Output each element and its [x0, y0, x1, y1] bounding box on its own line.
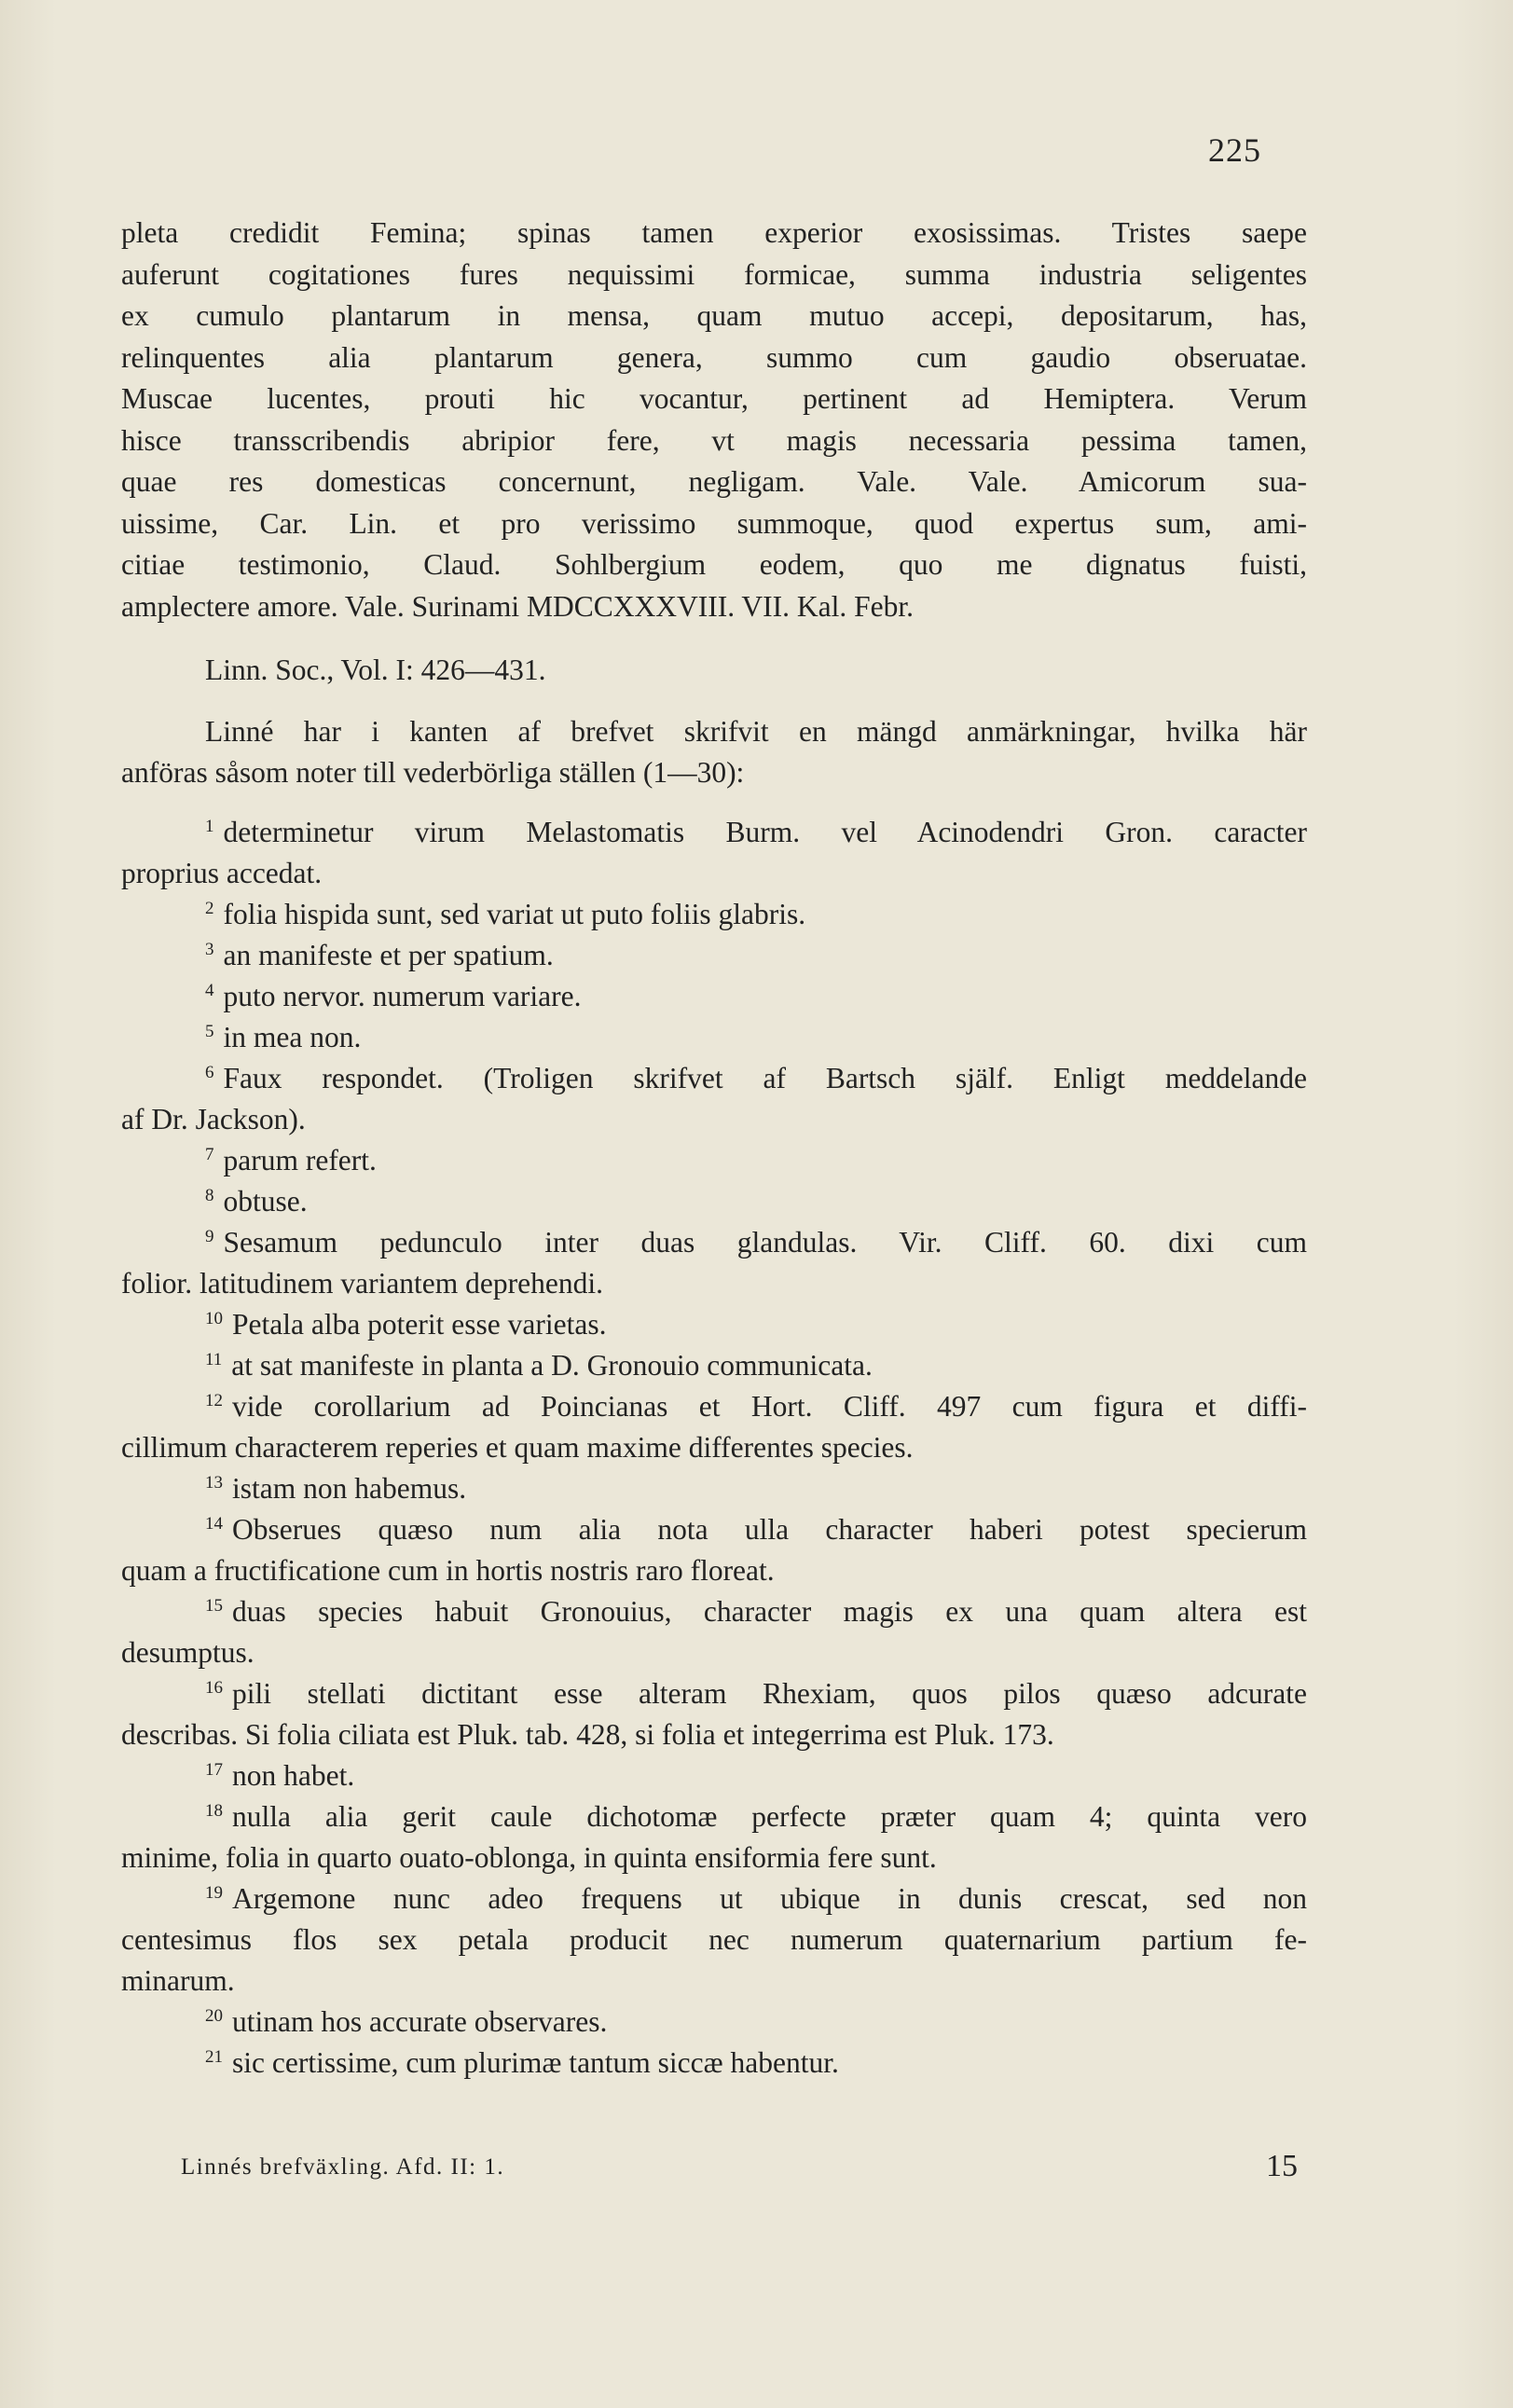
footnote-text: nulla alia gerit caule dichotomæ perfecte præter quam 4; quinta vero: [232, 1800, 1307, 1833]
footnote-number: 4: [205, 980, 214, 1000]
footnote-number: 21: [205, 2046, 223, 2067]
footnote: [121, 1796, 1307, 1878]
footnote-line: [121, 1181, 1307, 1222]
footnote-line: [121, 1632, 1307, 1673]
footnote: [121, 1673, 1307, 1755]
footnote-text: in mea non.: [223, 1021, 362, 1053]
footnote-number: 15: [205, 1595, 223, 1616]
footnote-text: centesimus flos sex petala producit nec numerum quaternarium partium fe-: [121, 1923, 1307, 1956]
footnote-line: [121, 894, 1307, 935]
footnote-text: Argemone nunc adeo frequens ut ubique in dunis crescat, sed non: [232, 1882, 1307, 1915]
letter-line: Muscae lucentes, prouti hic vocantur, pertinent ad Hemiptera. Verum: [121, 382, 1307, 415]
footnote-text: parum refert.: [223, 1144, 377, 1176]
footnote: [121, 976, 1307, 1017]
footnote-text: pili stellati dictitant esse alteram Rhexiam, quos pilos quæso adcurate: [232, 1677, 1307, 1710]
footnote-line: [121, 935, 1307, 976]
footnote-number: 17: [205, 1759, 223, 1780]
footnote-line: [121, 1961, 1307, 2002]
footnote-text: non habet.: [232, 1759, 355, 1792]
footnote-line: [121, 2002, 1307, 2043]
footnote-text: puto nervor. numerum variare.: [223, 980, 582, 1012]
content: [121, 213, 1307, 2084]
footnote-line: [121, 1673, 1307, 1714]
footnote: [121, 1468, 1307, 1509]
footnote-line: [121, 1058, 1307, 1099]
footer-title: Linnés brefväxling. Afd. II: 1.: [181, 2154, 505, 2180]
footnote-number: 11: [205, 1349, 223, 1369]
notes-list: [121, 812, 1307, 2084]
footnote-text: Faux respondet. (Troligen skrifvet af Bartsch själf. Enligt meddelande: [223, 1062, 1307, 1094]
footnote-number: 7: [205, 1144, 214, 1164]
footnote-number: 5: [205, 1021, 214, 1041]
footnote-text: cillimum characterem reperies et quam maxime differentes species.: [121, 1431, 914, 1464]
footnote-line: [121, 1140, 1307, 1181]
footnote: [121, 1509, 1307, 1591]
page-footer: [121, 2149, 1307, 2186]
footnote: [121, 2043, 1307, 2084]
letter-line: citiae testimonio, Claud. Sohlbergium eodem, quo me dignatus fuisti,: [121, 548, 1307, 581]
footnote: [121, 1222, 1307, 1304]
footnote-text: istam non habemus.: [232, 1472, 467, 1505]
letter-text: [121, 213, 1307, 627]
footnote-line: [121, 1017, 1307, 1058]
footnote-number: 3: [205, 939, 214, 959]
signature-number: 15: [1266, 2149, 1298, 2183]
footnote-number: 8: [205, 1185, 214, 1205]
footnote-number: 18: [205, 1800, 223, 1821]
footnote-number: 13: [205, 1472, 223, 1493]
letter-line: hisce transscribendis abripior fere, vt magis necessaria pessima tamen,: [121, 423, 1307, 457]
footnote-line: [121, 1550, 1307, 1591]
footnote-number: 19: [205, 1882, 223, 1903]
footnote: [121, 1304, 1307, 1345]
footnote-line: [121, 2043, 1307, 2084]
letter-line: ex cumulo plantarum in mensa, quam mutuo accepi, depositarum, has,: [121, 299, 1307, 332]
footnote-line: [121, 1755, 1307, 1796]
letter-line: uissime, Car. Lin. et pro verissimo summoque, quod expertus sum, ami-: [121, 506, 1307, 540]
letter-line: pleta credidit Femina; spinas tamen experior exosissimas. Tristes saepe: [121, 216, 1307, 249]
footnote-line: [121, 853, 1307, 894]
footnote-text: at sat manifeste in planta a D. Gronouio communicata.: [231, 1349, 873, 1382]
footnote-line: [121, 1509, 1307, 1550]
footnote: [121, 894, 1307, 935]
footnote-text: desumptus.: [121, 1636, 254, 1669]
footnote-text: proprius accedat.: [121, 857, 323, 889]
footnote: [121, 1591, 1307, 1673]
footnote-line: [121, 1837, 1307, 1878]
footnote-text: folior. latitudinem variantem deprehendi.: [121, 1267, 603, 1300]
footnote: [121, 812, 1307, 894]
intro-line: Linné har i kanten af brefvet skrifvit en mängd anmärkningar, hvilka här: [205, 715, 1307, 748]
footnote-number: 2: [205, 898, 214, 918]
source-citation: Linn. Soc., Vol. I: 426—431.: [205, 654, 546, 686]
footnote-number: 16: [205, 1677, 223, 1698]
footnote-text: minime, folia in quarto ouato-oblonga, in quinta ensiformia fere sunt.: [121, 1841, 937, 1874]
footnote: [121, 1755, 1307, 1796]
footnote-number: 20: [205, 2005, 223, 2026]
footnote-line: [121, 1222, 1307, 1263]
footnote-number: 14: [205, 1513, 223, 1534]
footnote-number: 12: [205, 1390, 223, 1410]
footnote: [121, 1386, 1307, 1468]
footnote: [121, 2002, 1307, 2043]
footnote: [121, 1878, 1307, 2002]
letter-line: amplectere amore. Vale. Surinami MDCCXXXVIII. VII. Kal. Febr.: [121, 589, 915, 623]
footnote-number: 6: [205, 1062, 214, 1082]
footnote-text: quam a fructificatione cum in hortis nostris raro floreat.: [121, 1554, 775, 1587]
footnote-line: [121, 1468, 1307, 1509]
letter-line: relinquentes alia plantarum genera, summo cum gaudio obseruatae.: [121, 340, 1307, 374]
footnote-text: utinam hos accurate observares.: [232, 2005, 608, 2038]
intro-line: anföras såsom noter till vederbörliga ställen (1—30):: [121, 756, 745, 789]
footnote: [121, 1140, 1307, 1181]
footnote-text: Petala alba poterit esse varietas.: [232, 1308, 607, 1341]
footnote-line: [121, 976, 1307, 1017]
footnote-number: 9: [205, 1226, 214, 1246]
footnote-line: [121, 1386, 1307, 1427]
footnote-text: Obserues quæso num alia nota ulla character haberi potest specierum: [232, 1513, 1307, 1546]
footnote: [121, 1017, 1307, 1058]
footnote-line: [121, 1591, 1307, 1632]
footnote-number: 1: [205, 816, 214, 836]
footnote-line: [121, 1099, 1307, 1140]
footnote: [121, 935, 1307, 976]
footnote-text: obtuse.: [223, 1185, 308, 1218]
footnote-line: [121, 1920, 1307, 1961]
footnote-line: [121, 1796, 1307, 1837]
footnote: [121, 1181, 1307, 1222]
footnote-line: [121, 1878, 1307, 1920]
footnote: [121, 1345, 1307, 1386]
footnote-number: 10: [205, 1308, 223, 1328]
footnote-text: Sesamum pedunculo inter duas glandulas. Vir. Cliff. 60. dixi cum: [223, 1226, 1307, 1259]
footnote-line: [121, 1427, 1307, 1468]
footnote-line: [121, 812, 1307, 853]
footnote-text: sic certissime, cum plurimæ tantum siccæ habentur.: [232, 2046, 839, 2079]
letter-line: quae res domesticas concernunt, negligam. Vale. Vale. Amicorum sua-: [121, 465, 1307, 498]
footnote-text: folia hispida sunt, sed variat ut puto foliis glabris.: [223, 898, 806, 930]
footnote-text: minarum.: [121, 1964, 235, 1997]
footnote-line: [121, 1345, 1307, 1386]
footnote-text: af Dr. Jackson).: [121, 1103, 306, 1135]
footnote-text: determinetur virum Melastomatis Burm. vel Acinodendri Gron. caracter: [223, 816, 1307, 848]
page-number: 225: [1208, 131, 1261, 169]
footnote-line: [121, 1304, 1307, 1345]
footnote-text: duas species habuit Gronouius, character magis ex una quam altera est: [232, 1595, 1307, 1628]
intro-paragraph: [121, 711, 1307, 793]
footnote-text: describas. Si folia ciliata est Pluk. tab. 428, si folia et integerrima est Pluk. 173.: [121, 1718, 1054, 1751]
letter-line: auferunt cogitationes fures nequissimi formicae, summa industria seligentes: [121, 257, 1307, 291]
footnote-text: an manifeste et per spatium.: [223, 939, 554, 971]
footnote-text: vide corollarium ad Poincianas et Hort. Cliff. 497 cum figura et diffi-: [232, 1390, 1307, 1423]
footnote-line: [121, 1714, 1307, 1755]
footnote: [121, 1058, 1307, 1140]
footnote-line: [121, 1263, 1307, 1304]
